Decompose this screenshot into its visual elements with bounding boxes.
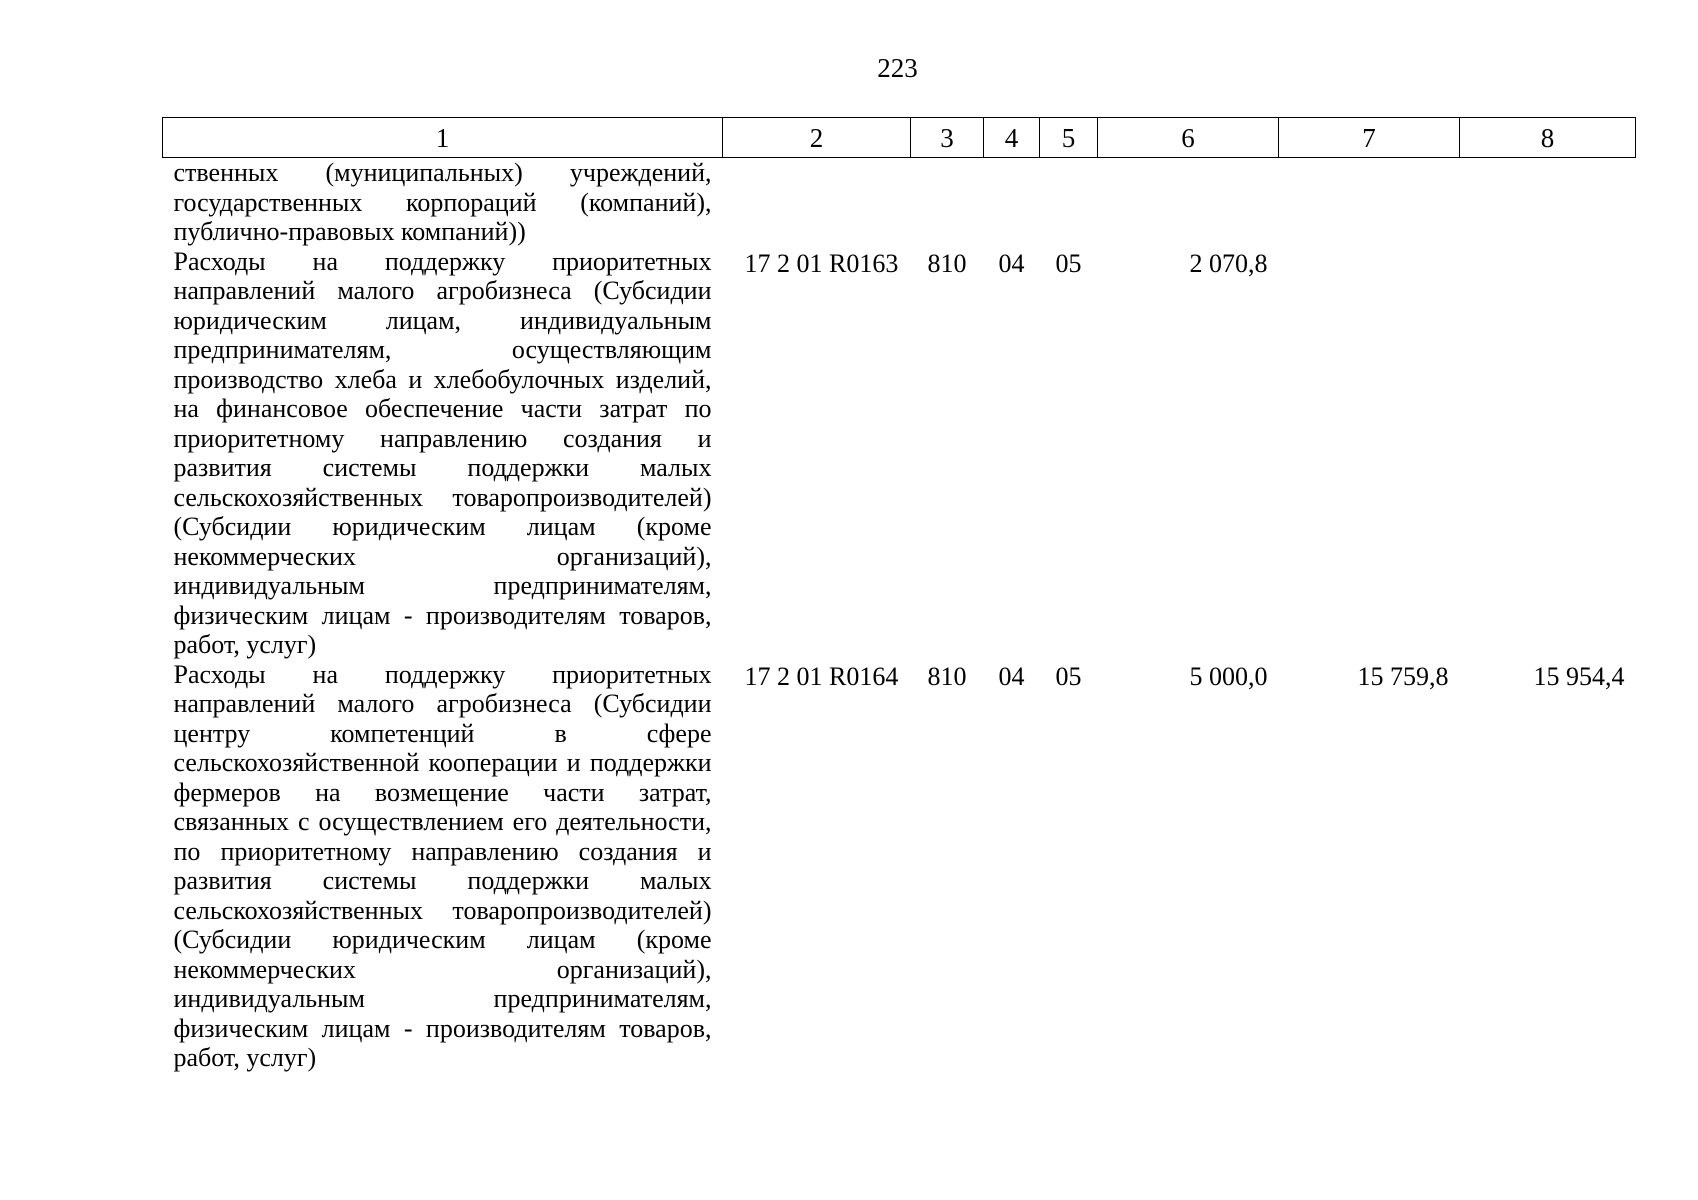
table-row: [163, 247, 1636, 660]
row-col-7: [1279, 158, 1460, 247]
column-header-4: 4: [984, 118, 1040, 158]
table-row: [163, 158, 1636, 247]
row-col-4: 04: [998, 248, 1025, 278]
row-col-8: [1460, 247, 1636, 660]
row-col-5: 05: [1055, 248, 1082, 278]
row-col-8: 15 954,4: [1533, 661, 1625, 691]
row-name: Расходы на поддержку приоритетных направлений малого агробизнеса (Субсидии юридическим лицам, индивидуальным предпринимателям, осуществляющим производство хлеба и хлебобулочных изделий, на финансовое обеспечение части затрат по приоритетному направлению создания и развития системы поддержки малых сельскохозяйственных товаропроизводителей) (Субсидии юридическим лицам (кроме некоммерческих организаций), индивидуальным предпринимателям, физическим лицам - производителям товаров, работ, услуг): [173, 246, 712, 659]
column-header-2: 2: [723, 118, 911, 158]
row-col-3: [911, 158, 984, 247]
row-col-7: [1279, 247, 1460, 660]
row-col-7: 15 759,8: [1357, 661, 1449, 691]
row-name: Расходы на поддержку приоритетных направлений малого агробизнеса (Субсидии центру компетенций в сфере сельскохозяйственной кооперации и поддержки фермеров на возмещение части затрат, связанных с осуществлением его деятельности, по приоритетному направлению создания и развития системы поддержки малых сельскохозяйственных товаропроизводителей) (Субсидии юридическим лицам (кроме некоммерческих организаций), индивидуальным предпринимателям, физическим лицам - производителям товаров, работ, услуг): [173, 659, 712, 1072]
row-col-6: 2 070,8: [1189, 248, 1268, 278]
row-col-5: [1040, 158, 1098, 247]
row-col-3: 810: [927, 248, 967, 278]
row-code: 17 2 01 R0164: [744, 661, 899, 691]
row-col-8: [1460, 158, 1636, 247]
row-name: ственных (муниципальных) учреждений, государственных корпораций (компаний), публично-правовых компаний)): [173, 158, 712, 246]
column-header-3: 3: [911, 118, 984, 158]
table-row: [163, 660, 1636, 1073]
column-header-1: 1: [163, 118, 723, 158]
column-header-5: 5: [1040, 118, 1098, 158]
row-col-5: 05: [1055, 661, 1082, 691]
row-code: 17 2 01 R0163: [744, 248, 899, 278]
row-col-6: 5 000,0: [1189, 661, 1268, 691]
column-header-6: 6: [1098, 118, 1279, 158]
budget-table: [162, 117, 1636, 1073]
row-col-6: [1098, 158, 1279, 247]
column-header-8: 8: [1460, 118, 1636, 158]
row-code: [723, 158, 911, 247]
row-col-4: [984, 158, 1040, 247]
table-header-row: [163, 118, 1636, 158]
page-number: 223: [877, 53, 918, 83]
row-col-4: 04: [998, 661, 1025, 691]
column-header-7: 7: [1279, 118, 1460, 158]
row-col-3: 810: [927, 661, 967, 691]
